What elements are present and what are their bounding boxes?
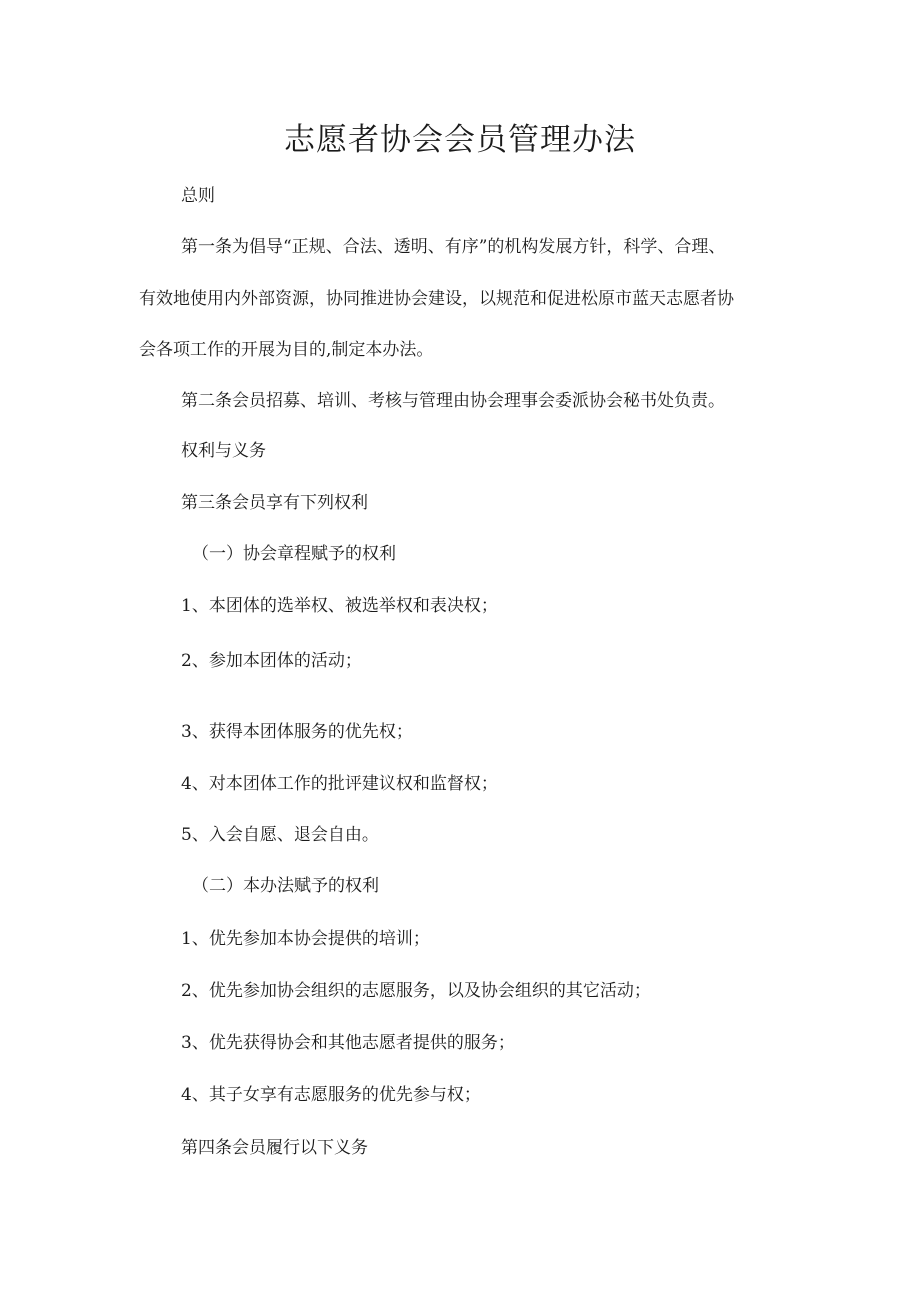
list-item-7: 2、优先参加协会组织的志愿服务，以及协会组织的其它活动；: [181, 981, 651, 1001]
document-title: 志愿者协会会员管理办法: [284, 122, 636, 158]
list-item-5: 5、入会自愿、退会自由。: [181, 825, 379, 845]
section-heading-general: 总则: [181, 186, 215, 206]
list-item-9: 4、其子女享有志愿服务的优先参与权；: [181, 1085, 481, 1105]
subheading-method-rights: （二）本办法赋予的权利: [192, 876, 379, 896]
paragraph-article-1-line-2: 有效地使用内外部资源，协同推进协会建设，以规范和促进松原市蓝天志愿者协: [139, 289, 734, 309]
paragraph-article-3: 第三条会员享有下列权利: [181, 493, 368, 513]
list-item-3: 3、获得本团体服务的优先权；: [181, 722, 413, 742]
paragraph-article-2: 第二条会员招募、培训、考核与管理由协会理事会委派协会秘书处负责。: [181, 391, 725, 411]
paragraph-article-4: 第四条会员履行以下义务: [181, 1138, 368, 1158]
paragraph-article-1-line-3: 会各项工作的开展为目的,制定本办法。: [139, 340, 434, 360]
list-item-4: 4、对本团体工作的批评建议权和监督权；: [181, 774, 498, 794]
list-item-2: 2、参加本团体的活动；: [181, 651, 362, 671]
list-item-6: 1、优先参加本协会提供的培训；: [181, 929, 430, 949]
section-heading-rights-duties: 权利与义务: [181, 441, 266, 461]
list-item-1: 1、本团体的选举权、被选举权和表决权；: [181, 596, 498, 616]
list-item-8: 3、优先获得协会和其他志愿者提供的服务；: [181, 1033, 515, 1053]
subheading-charter-rights: （一）协会章程赋予的权利: [192, 544, 396, 564]
paragraph-article-1-line-1: 第一条为倡导“正规、合法、透明、有序”的机构发展方针，科学、合理、: [181, 237, 726, 257]
